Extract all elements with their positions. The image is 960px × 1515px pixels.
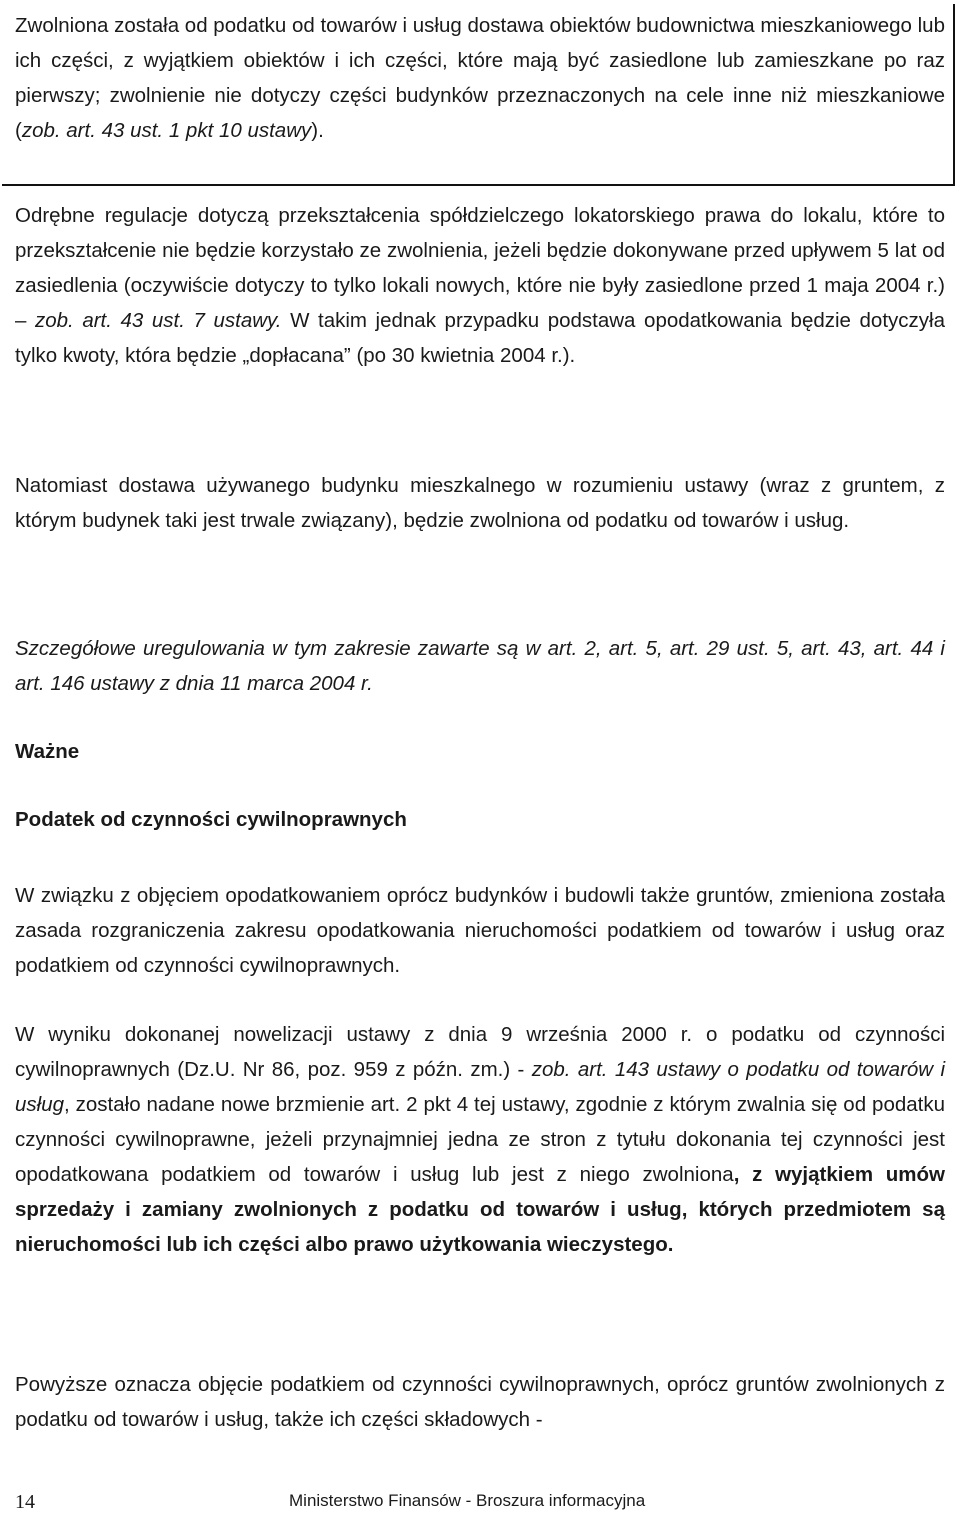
paragraph-amendment: W wyniku dokonanej nowelizacji ustawy z dnia 9 września 2000 r. o podatku od czynności cywilnoprawnych (Dz.U. Nr 86, poz. 959 z późn. zm.) - zob. art. 143 ustawy o podatku od towarów i usług, zostało nadane nowe brzmienie art. 2 pkt 4 tej ustawy, zgodnie z którym zwalnia się od podatku czynności cywilnoprawne, jeżeli przynajmniej jedna ze stron z tytułu dokonania tej czynności jest opodatkowana podatkiem od towarów i usług lub jest z niego zwolniona, z wyjątkiem umów sprzedaży i zamiany zwolnionych z podatku od towarów i usług, których przedmiotem są nieruchomości lub ich części albo prawo użytkowania wieczystego. (15, 1023, 946, 1256)
paragraph-detailed-regulations: Szczegółowe uregulowania w tym zakresie zawarte są w art. 2, art. 5, art. 29 ust. 5, art. 43, art. 44 i art. 146 ustawy z dnia 11 marca 2004 r. (15, 637, 945, 695)
footer-publication: Ministerstwo Finansów - Broszura informacyjna (289, 1491, 646, 1510)
paragraph-consequence: Powyższe oznacza objęcie podatkiem od czynności cywilnoprawnych, oprócz gruntów zwolnionych z podatku od towarów i usług, także ich części składowych - (15, 1373, 945, 1431)
paragraph-exemption: Zwolniona została od podatku od towarów i usług dostawa obiektów budownictwa mieszkaniowego lub ich części, z wyjątkiem obiektów i ich części, które mają być zasiedlone lub zamieszkane po raz pierwszy; zwolnienie nie dotyczy części budynków przeznaczonych na cele inne niż mieszkaniowe (zob. art. 43 ust. 1 pkt 10 ustawy). (15, 14, 945, 142)
paragraph-taxation-scope: W związku z objęciem opodatkowaniem oprócz budynków i budowli także gruntów, zmieniona została zasada rozgraniczenia zakresu opodatkowania nieruchomości podatkiem od towarów i usług oraz podatkiem od czynności cywilnoprawnych. (15, 884, 945, 977)
heading-civil-law-tax: Podatek od czynności cywilnoprawnych (15, 808, 407, 831)
paragraph-used-building: Natomiast dostawa używanego budynku mieszkalnego w rozumieniu ustawy (wraz z gruntem, z którym budynek taki jest trwale związany), będzie zwolniona od podatku od towarów i usług. (15, 474, 945, 532)
heading-important: Ważne (15, 740, 80, 763)
paragraph-cooperative-right: Odrębne regulacje dotyczą przekształcenia spółdzielczego lokatorskiego prawa do lokalu, które to przekształcenie nie będzie korzystało ze zwolnienia, jeżeli będzie dokonywane przed upływem 5 lat od zasiedlenia (oczywiście dotyczy to tylko lokali nowych, które nie były zasiedlone przed 1 maja 2004 r.) – zob. art. 43 ust. 7 ustawy. W takim jednak przypadku podstawa opodatkowania będzie dotyczyła tylko kwoty, która będzie „dopłacana” (po 30 kwietnia 2004 r.). (15, 204, 945, 367)
page-number: 14 (15, 1491, 35, 1513)
